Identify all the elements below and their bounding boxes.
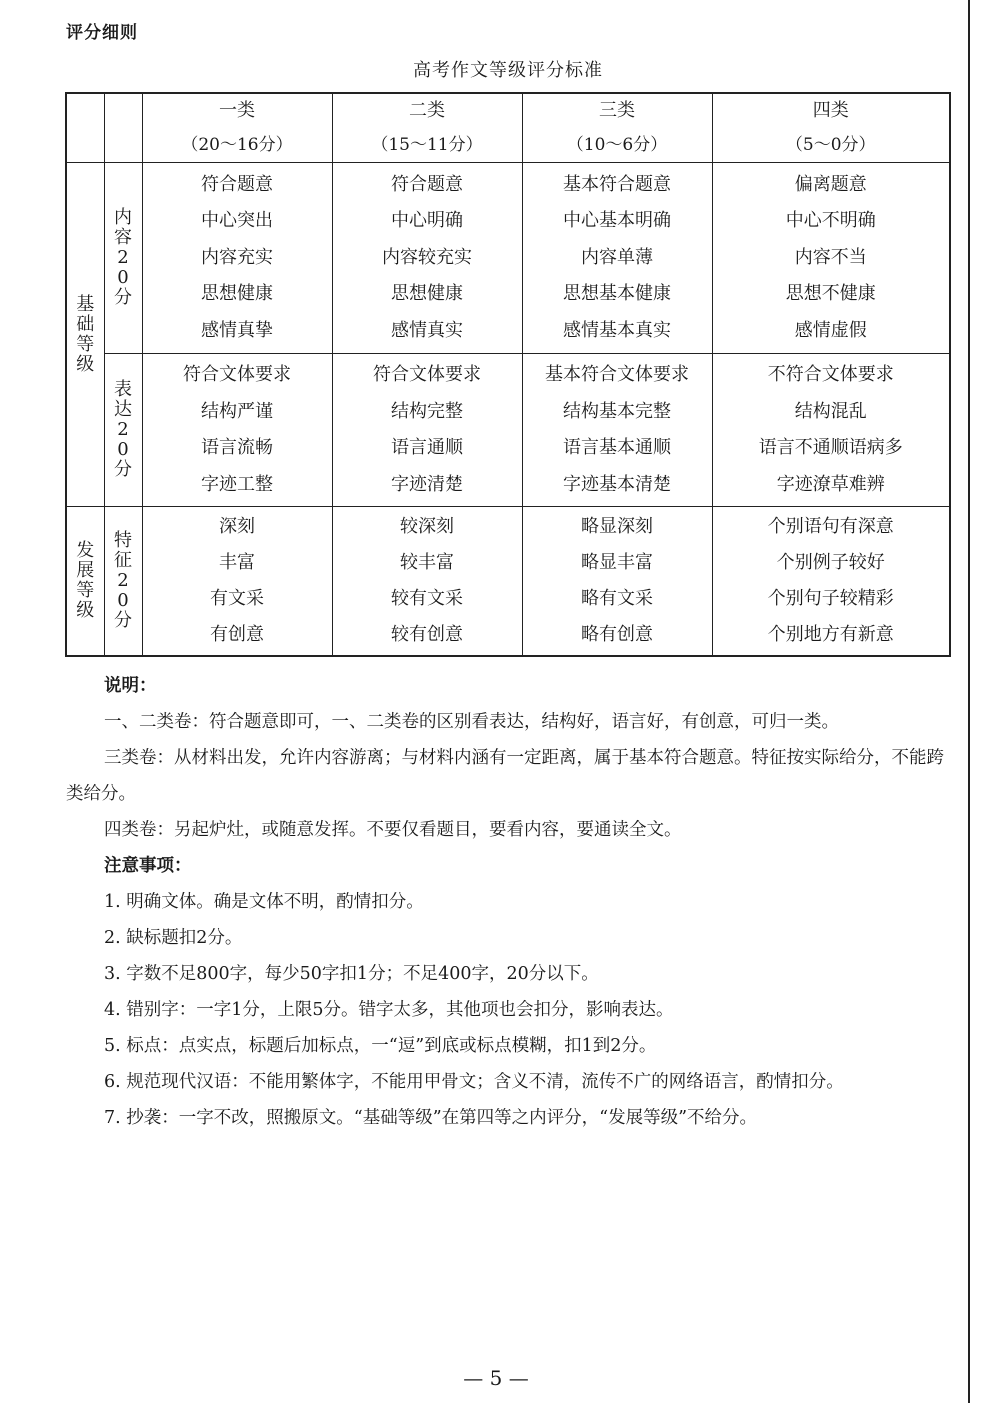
row-label: 表达20分 — [114, 379, 132, 480]
criterion: 语言基本通顺 — [563, 437, 671, 458]
criterion: 有创意 — [210, 624, 264, 645]
column-header — [522, 93, 712, 163]
section-label: 评分细则 — [66, 23, 138, 43]
group-label-cell — [66, 163, 104, 507]
criterion: 结构完整 — [391, 400, 463, 422]
criterion: 字迹工整 — [201, 473, 273, 495]
criterion: 偏离题意 — [794, 173, 867, 195]
criteria-cell — [712, 507, 950, 657]
page-edge-rule — [968, 0, 970, 1403]
explanation-heading: 说明： — [104, 676, 157, 696]
criterion: 内容单薄 — [581, 246, 653, 268]
criterion: 个别句子较精彩 — [767, 588, 894, 609]
attention-item: 2. 缺标题扣2分。 — [104, 928, 243, 948]
column-range: （15～11分） — [371, 135, 483, 155]
group-label-cell — [66, 507, 104, 657]
attention-item: 6. 规范现代汉语：不能用繁体字，不能用甲骨文；含义不清，流传不广的网络语言，酌情扣分。 — [104, 1072, 844, 1092]
criterion: 语言不通顺语病多 — [758, 437, 903, 458]
criterion: 符合题意 — [201, 173, 273, 195]
column-header — [332, 93, 522, 163]
attention-heading: 注意事项： — [104, 856, 192, 876]
criterion: 结构严谨 — [201, 400, 273, 422]
criterion: 字迹潦草难辨 — [776, 473, 885, 495]
explanation-paragraph: 三类卷：从材料出发，允许内容游离；与材料内涵有一定距离，属于基本符合题意。特征按实际给分，不能跨类给分。 — [66, 748, 944, 804]
explanation-paragraph: 四类卷：另起炉灶，或随意发挥。不要仅看题目，要看内容，要通读全文。 — [104, 820, 682, 840]
criteria-cell — [522, 163, 712, 354]
criterion: 略显深刻 — [581, 516, 653, 537]
criterion: 语言通顺 — [391, 437, 463, 458]
criterion: 丰富 — [219, 552, 255, 573]
criteria-cell — [712, 163, 950, 354]
criterion: 感情真实 — [391, 319, 463, 341]
criterion: 个别例子较好 — [776, 552, 885, 573]
table-row — [66, 507, 950, 657]
criterion: 思想基本健康 — [563, 283, 671, 305]
criteria-cell — [332, 354, 522, 507]
criterion: 中心不明确 — [785, 210, 876, 232]
attention-item: 7. 抄袭：一字不改，照搬原文。“基础等级”在第四等之内评分，“发展等级”不给分。 — [104, 1108, 758, 1128]
criteria-cell — [142, 163, 332, 354]
row-label: 特征20分 — [114, 530, 132, 631]
header-row — [66, 93, 950, 163]
column-range: （20～16分） — [181, 135, 293, 155]
criterion: 字迹基本清楚 — [563, 473, 671, 495]
page-number: — 5 — — [463, 1366, 529, 1390]
row-label: 内容20分 — [114, 207, 132, 308]
criterion: 语言流畅 — [201, 437, 273, 458]
criterion: 略有创意 — [581, 624, 653, 645]
criterion: 个别语句有深意 — [767, 516, 894, 537]
criterion: 感情虚假 — [794, 319, 867, 341]
attention-item: 4. 错别字：一字1分，上限5分。错字太多，其他项也会扣分，影响表达。 — [104, 1000, 674, 1020]
criterion: 符合文体要求 — [373, 364, 481, 385]
criterion: 思想健康 — [391, 283, 463, 305]
corner-cell-a — [66, 93, 104, 163]
criterion: 感情真挚 — [201, 319, 273, 341]
row-label-cell — [104, 354, 142, 507]
criterion: 内容充实 — [201, 246, 273, 268]
column-range: （10～6分） — [566, 135, 668, 155]
attention-item: 1. 明确文体。确是文体不明，酌情扣分。 — [104, 892, 424, 912]
attention-item: 5. 标点：点实点，标题后加标点，一“逗”到底或标点模糊，扣1到2分。 — [104, 1036, 657, 1056]
criterion: 基本符合题意 — [563, 173, 671, 195]
criteria-cell — [522, 354, 712, 507]
criterion: 符合题意 — [391, 173, 463, 195]
criterion: 不符合文体要求 — [767, 364, 894, 385]
column-name: 一类 — [219, 100, 255, 121]
criterion: 思想不健康 — [785, 283, 876, 305]
criteria-cell — [142, 507, 332, 657]
scoring-table — [65, 92, 951, 657]
row-label-cell — [104, 507, 142, 657]
criterion: 字迹清楚 — [391, 473, 463, 495]
column-header — [712, 93, 950, 163]
criterion: 中心明确 — [391, 210, 463, 232]
criterion: 较有文采 — [391, 588, 463, 609]
criterion: 个别地方有新意 — [767, 624, 894, 645]
criteria-cell — [712, 354, 950, 507]
criteria-cell — [332, 507, 522, 657]
criterion: 结构基本完整 — [563, 400, 671, 422]
criterion: 略显丰富 — [581, 552, 653, 573]
criterion: 有文采 — [210, 588, 264, 609]
criterion: 中心基本明确 — [563, 210, 671, 232]
criterion: 内容不当 — [794, 246, 867, 268]
criterion: 感情基本真实 — [563, 319, 671, 341]
criterion: 中心突出 — [201, 210, 273, 232]
criterion: 较丰富 — [400, 552, 454, 573]
table-row — [66, 354, 950, 507]
row-label-cell — [104, 163, 142, 354]
criteria-cell — [522, 507, 712, 657]
criterion: 略有文采 — [581, 588, 653, 609]
criteria-cell — [142, 354, 332, 507]
table-row — [66, 163, 950, 354]
criterion: 基本符合文体要求 — [545, 364, 689, 385]
criterion: 结构混乱 — [794, 400, 867, 422]
column-name: 三类 — [599, 100, 635, 121]
criteria-cell — [332, 163, 522, 354]
table-title: 高考作文等级评分标准 — [413, 60, 603, 81]
corner-cell-b — [104, 93, 142, 163]
criterion: 较有创意 — [391, 624, 463, 645]
criterion: 思想健康 — [201, 283, 273, 305]
explanation-paragraph: 一、二类卷：符合题意即可，一、二类卷的区别看表达，结构好，语言好，有创意，可归一类。 — [104, 712, 839, 732]
criterion: 较深刻 — [400, 516, 454, 537]
criterion: 符合文体要求 — [183, 364, 291, 385]
column-name: 四类 — [812, 100, 849, 121]
criterion: 内容较充实 — [382, 246, 472, 268]
notes-section — [66, 668, 956, 1136]
criterion: 深刻 — [219, 516, 255, 537]
attention-item: 3. 字数不足800字，每少50字扣1分；不足400字，20分以下。 — [104, 964, 599, 984]
group-label: 发展等级 — [76, 540, 95, 621]
group-label: 基础等级 — [76, 293, 95, 375]
column-range: （5～0分） — [785, 135, 876, 155]
column-name: 二类 — [409, 100, 445, 121]
column-header — [142, 93, 332, 163]
